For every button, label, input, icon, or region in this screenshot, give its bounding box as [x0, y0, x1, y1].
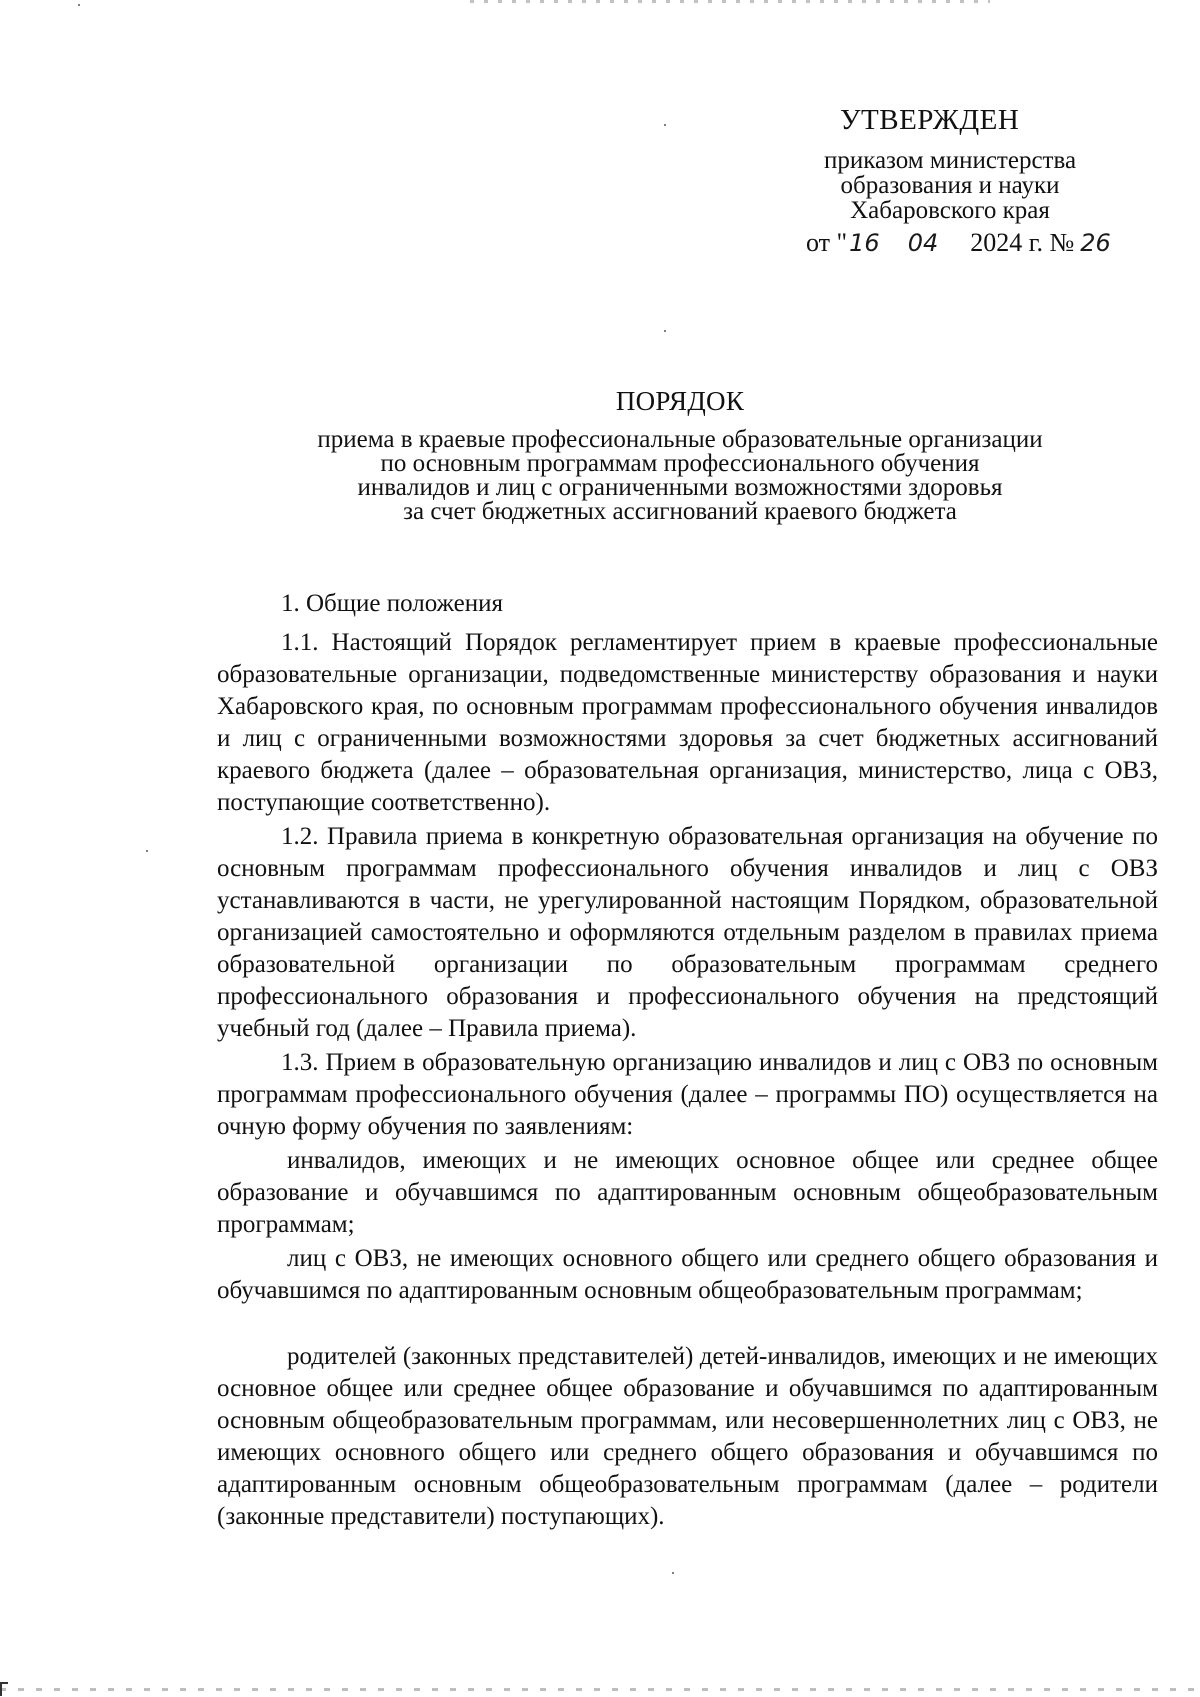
list-item-invalids: инвалидов, имеющих и не имеющих основное общее или среднее общее образование и обучавшимся по адаптированным основным общеобразовательным программам; [217, 1147, 1158, 1238]
scan-speck [146, 850, 148, 852]
scan-artifact-bottom [0, 1688, 1200, 1691]
handwritten-day: 16 [849, 229, 880, 257]
approval-line: образования и науки [840, 172, 1060, 199]
document-title: ПОРЯДОК [615, 386, 745, 416]
date-prefix: от " [806, 228, 848, 257]
paragraph-1-2: 1.2. Правила приема в конкретную образовательная организация на обучение по основным программам профессионального обучения инвалидов и лиц с ОВЗ устанавливаются в части, не урегулированной настоящим Порядком, образовательной организацией самостоятельно и оформляются отдельным разделом в правилах приема образовательной организации по образовательным программам среднего профессионального образования и профессионального обучения на предстоящий учебный год (далее – Правила приема). [217, 823, 1158, 1042]
paragraph-1-3: 1.3. Прием в образовательную организацию инвалидов и лиц с ОВЗ по основным программам профессионального обучения (далее – программы ПО) осуществляется на очную форму обучения по заявлениям: [217, 1049, 1158, 1140]
scan-speck [664, 124, 666, 126]
subtitle-line: по основным программам профессионального обучения [380, 450, 980, 477]
date-year: 2024 г. № [970, 228, 1075, 257]
document-subtitle [240, 428, 1120, 524]
scan-speck [78, 4, 80, 6]
handwritten-month: 04 [907, 229, 939, 257]
list-item-ovz: лиц с ОВЗ, не имеющих основного общего или среднего общего образования и обучавшимся по адаптированным основным общеобразовательным программам; [217, 1245, 1158, 1304]
approval-block [800, 148, 1100, 223]
approval-heading: УТВЕРЖДЕН [840, 104, 1020, 136]
subtitle-line: приема в краевые профессиональные образовательные организации [317, 426, 1043, 453]
subtitle-line: за счет бюджетных ассигнований краевого бюджета [403, 498, 957, 525]
subtitle-line: инвалидов и лиц с ограниченными возможностями здоровья [357, 474, 1003, 501]
list-item-parents: родителей (законных представителей) детей-инвалидов, имеющих и не имеющих основное общее или среднее общее образование и обучавшимся по адаптированным основным общеобразовательным программам, или несовершеннолетних лиц с ОВЗ, не имеющих основного общего или среднего общего образования и обучавшимся по адаптированным основным общеобразовательным программам (далее – родители (законные представители) поступающих). [217, 1343, 1158, 1530]
approval-line: приказом министерства [823, 147, 1077, 174]
handwritten-order-number: 26 [1080, 229, 1111, 257]
scan-speck [672, 1572, 674, 1574]
section-heading: 1. Общие положения [281, 590, 503, 617]
scan-artifact-top [470, 0, 990, 3]
paragraph-1-1: 1.1. Настоящий Порядок регламентирует прием в краевые профессиональные образовательные организации, подведомственные министерству образования и науки Хабаровского края, по основным программам профессионального обучения инвалидов и лиц с ограниченными возможностями здоровья за счет бюджетных ассигнований краевого бюджета (далее – образовательная организация, министерство, лица с ОВЗ, поступающие соответственно). [217, 629, 1158, 816]
approval-line: Хабаровского края [850, 197, 1050, 224]
scan-speck [664, 330, 666, 332]
approval-date-line [806, 228, 1111, 258]
scan-corner-mark [0, 1682, 8, 1696]
